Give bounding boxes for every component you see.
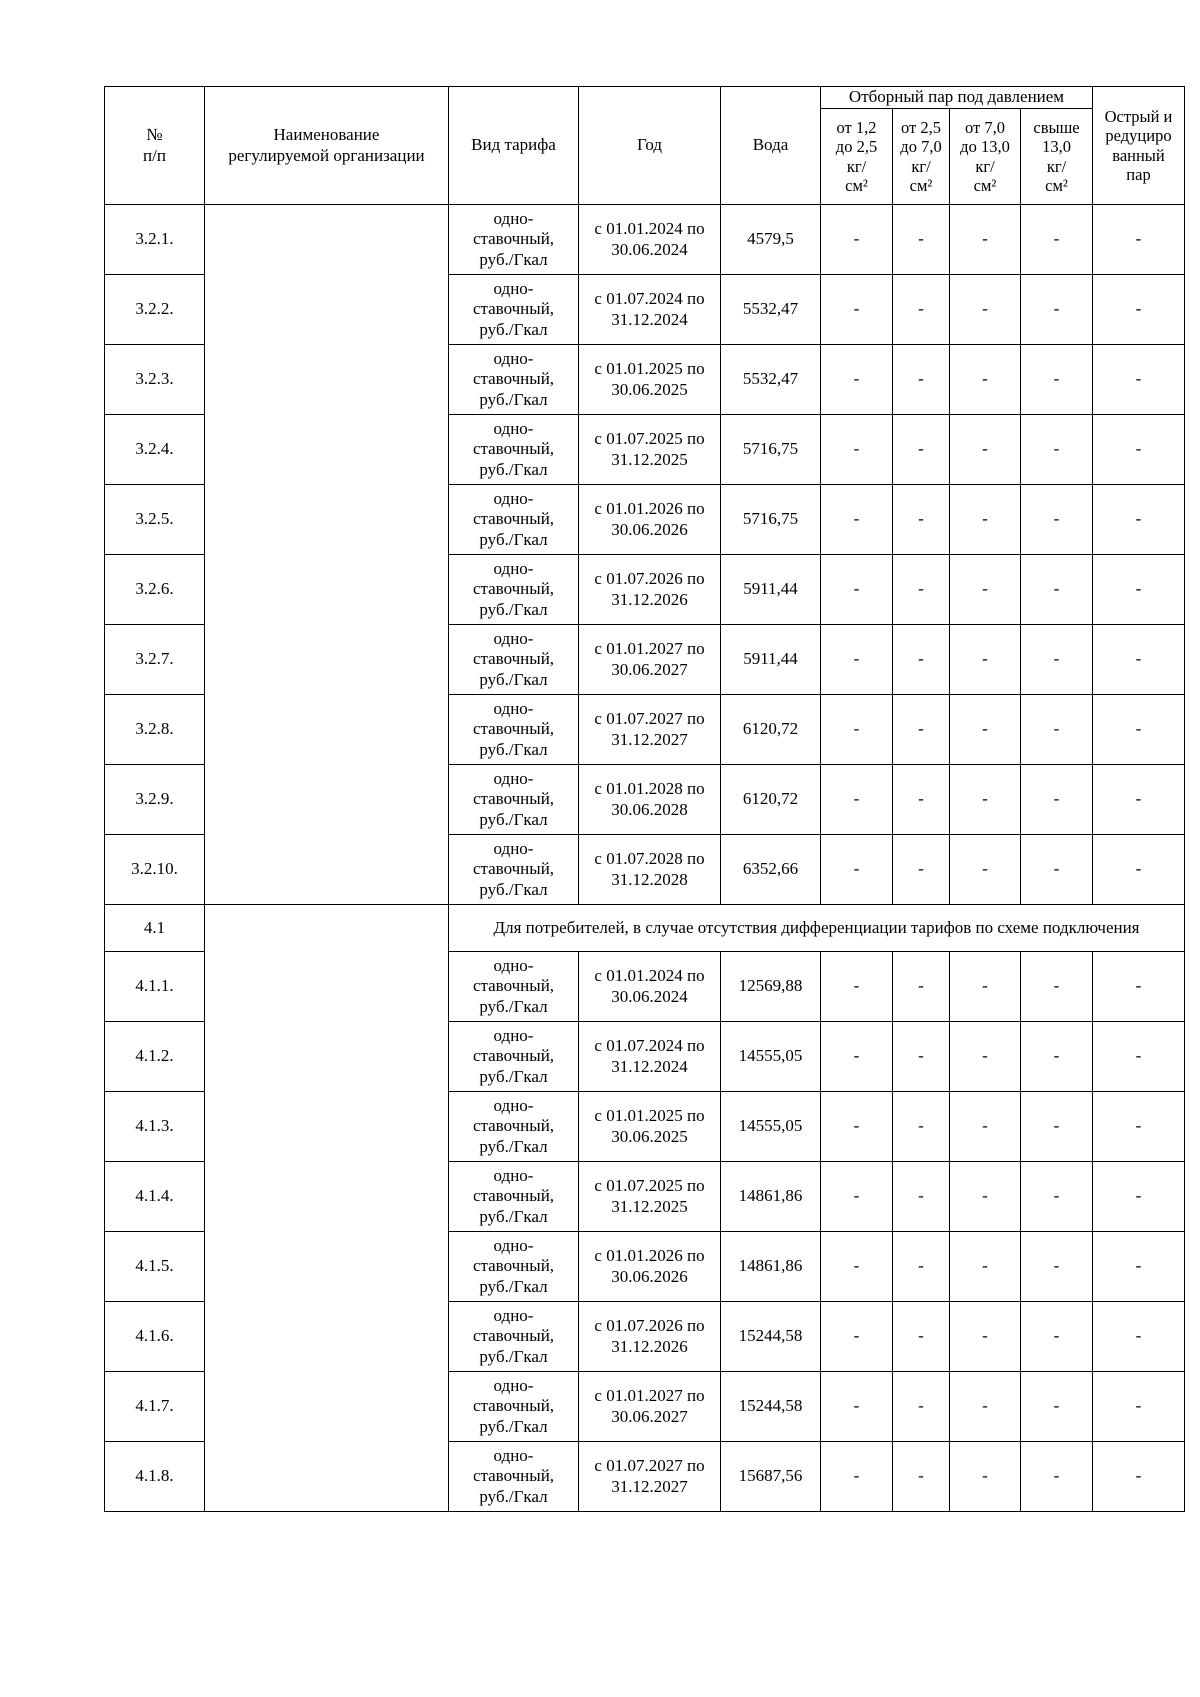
- steam-3-value: -: [950, 1302, 1021, 1372]
- steam-2-value: -: [893, 345, 950, 415]
- header-water: Вода: [721, 87, 821, 205]
- sharp-steam-value: -: [1093, 952, 1185, 1022]
- sharp-steam-value: -: [1093, 415, 1185, 485]
- period: с 01.01.2024 по 30.06.2024: [579, 952, 721, 1022]
- steam-1-value: -: [821, 952, 893, 1022]
- row-num: 4.1.3.: [105, 1092, 205, 1162]
- sharp-steam-value: -: [1093, 625, 1185, 695]
- steam-3-value: -: [950, 1442, 1021, 1512]
- steam-3-value: -: [950, 205, 1021, 275]
- steam-1-value: -: [821, 1372, 893, 1442]
- table-row: [105, 205, 1185, 275]
- period: с 01.07.2026 по 31.12.2026: [579, 555, 721, 625]
- steam-3-value: -: [950, 275, 1021, 345]
- steam-2-value: -: [893, 555, 950, 625]
- sharp-steam-value: -: [1093, 275, 1185, 345]
- steam-2-value: -: [893, 1302, 950, 1372]
- steam-4-value: -: [1021, 205, 1093, 275]
- header-steam-4: свыше 13,0 кг/ см²: [1021, 109, 1093, 205]
- steam-4-value: -: [1021, 275, 1093, 345]
- water-value: 6352,66: [721, 835, 821, 905]
- tariff-table: [104, 86, 1185, 1512]
- water-value: 14555,05: [721, 1092, 821, 1162]
- steam-1-value: -: [821, 1302, 893, 1372]
- tariff-type: одно- ставочный, руб./Гкал: [449, 1372, 579, 1442]
- water-value: 12569,88: [721, 952, 821, 1022]
- tariff-type: одно- ставочный, руб./Гкал: [449, 835, 579, 905]
- period: с 01.01.2027 по 30.06.2027: [579, 1372, 721, 1442]
- row-num: 3.2.7.: [105, 625, 205, 695]
- steam-1-value: -: [821, 555, 893, 625]
- tariff-type: одно- ставочный, руб./Гкал: [449, 205, 579, 275]
- row-num: 4.1.2.: [105, 1022, 205, 1092]
- org-name-cell: [205, 205, 449, 905]
- tariff-type: одно- ставочный, руб./Гкал: [449, 1442, 579, 1512]
- steam-3-value: -: [950, 952, 1021, 1022]
- period: с 01.01.2025 по 30.06.2025: [579, 1092, 721, 1162]
- steam-1-value: -: [821, 1092, 893, 1162]
- steam-1-value: -: [821, 1162, 893, 1232]
- steam-4-value: -: [1021, 345, 1093, 415]
- sharp-steam-value: -: [1093, 1022, 1185, 1092]
- water-value: 6120,72: [721, 695, 821, 765]
- row-num: 4.1.8.: [105, 1442, 205, 1512]
- steam-3-value: -: [950, 555, 1021, 625]
- period: с 01.01.2027 по 30.06.2027: [579, 625, 721, 695]
- sharp-steam-value: -: [1093, 555, 1185, 625]
- steam-1-value: -: [821, 835, 893, 905]
- steam-2-value: -: [893, 275, 950, 345]
- steam-2-value: -: [893, 1372, 950, 1442]
- tariff-type: одно- ставочный, руб./Гкал: [449, 555, 579, 625]
- tariff-type: одно- ставочный, руб./Гкал: [449, 485, 579, 555]
- steam-4-value: -: [1021, 1442, 1093, 1512]
- steam-3-value: -: [950, 345, 1021, 415]
- header-steam-group: Отборный пар под давлением: [821, 87, 1093, 109]
- water-value: 15687,56: [721, 1442, 821, 1512]
- steam-1-value: -: [821, 695, 893, 765]
- header-year: Год: [579, 87, 721, 205]
- row-num: 3.2.9.: [105, 765, 205, 835]
- tariff-type: одно- ставочный, руб./Гкал: [449, 625, 579, 695]
- sharp-steam-value: -: [1093, 765, 1185, 835]
- steam-4-value: -: [1021, 695, 1093, 765]
- steam-3-value: -: [950, 485, 1021, 555]
- steam-3-value: -: [950, 1232, 1021, 1302]
- tariff-type: одно- ставочный, руб./Гкал: [449, 1302, 579, 1372]
- water-value: 5716,75: [721, 415, 821, 485]
- period: с 01.01.2026 по 30.06.2026: [579, 1232, 721, 1302]
- steam-2-value: -: [893, 765, 950, 835]
- steam-1-value: -: [821, 205, 893, 275]
- tariff-type: одно- ставочный, руб./Гкал: [449, 415, 579, 485]
- period: с 01.01.2025 по 30.06.2025: [579, 345, 721, 415]
- header-sharp-steam: Острый и редуциро ванный пар: [1093, 87, 1185, 205]
- water-value: 5532,47: [721, 345, 821, 415]
- period: с 01.07.2024 по 31.12.2024: [579, 275, 721, 345]
- steam-2-value: -: [893, 695, 950, 765]
- tariff-type: одно- ставочный, руб./Гкал: [449, 1162, 579, 1232]
- steam-2-value: -: [893, 1092, 950, 1162]
- section-num: 4.1: [105, 905, 205, 952]
- tariff-type: одно- ставочный, руб./Гкал: [449, 952, 579, 1022]
- steam-1-value: -: [821, 1442, 893, 1512]
- tariff-type: одно- ставочный, руб./Гкал: [449, 345, 579, 415]
- steam-4-value: -: [1021, 1302, 1093, 1372]
- sharp-steam-value: -: [1093, 1162, 1185, 1232]
- steam-2-value: -: [893, 1162, 950, 1232]
- steam-3-value: -: [950, 1162, 1021, 1232]
- header-num: № п/п: [105, 87, 205, 205]
- steam-2-value: -: [893, 1232, 950, 1302]
- water-value: 5911,44: [721, 555, 821, 625]
- tariff-type: одно- ставочный, руб./Гкал: [449, 1092, 579, 1162]
- steam-1-value: -: [821, 485, 893, 555]
- steam-3-value: -: [950, 1092, 1021, 1162]
- steam-3-value: -: [950, 765, 1021, 835]
- steam-4-value: -: [1021, 952, 1093, 1022]
- tariff-type: одно- ставочный, руб./Гкал: [449, 1022, 579, 1092]
- period: с 01.07.2027 по 31.12.2027: [579, 695, 721, 765]
- sharp-steam-value: -: [1093, 345, 1185, 415]
- steam-3-value: -: [950, 415, 1021, 485]
- steam-2-value: -: [893, 1442, 950, 1512]
- steam-1-value: -: [821, 1232, 893, 1302]
- steam-3-value: -: [950, 1372, 1021, 1442]
- water-value: 5532,47: [721, 275, 821, 345]
- steam-2-value: -: [893, 835, 950, 905]
- period: с 01.07.2024 по 31.12.2024: [579, 1022, 721, 1092]
- row-num: 4.1.4.: [105, 1162, 205, 1232]
- water-value: 14861,86: [721, 1162, 821, 1232]
- steam-4-value: -: [1021, 415, 1093, 485]
- steam-4-value: -: [1021, 555, 1093, 625]
- sharp-steam-value: -: [1093, 1092, 1185, 1162]
- water-value: 5716,75: [721, 485, 821, 555]
- steam-3-value: -: [950, 695, 1021, 765]
- steam-4-value: -: [1021, 835, 1093, 905]
- sharp-steam-value: -: [1093, 1372, 1185, 1442]
- sharp-steam-value: -: [1093, 1232, 1185, 1302]
- steam-4-value: -: [1021, 1092, 1093, 1162]
- steam-4-value: -: [1021, 1232, 1093, 1302]
- steam-2-value: -: [893, 952, 950, 1022]
- steam-3-value: -: [950, 1022, 1021, 1092]
- steam-4-value: -: [1021, 485, 1093, 555]
- steam-2-value: -: [893, 1022, 950, 1092]
- tariff-type: одно- ставочный, руб./Гкал: [449, 275, 579, 345]
- row-num: 3.2.10.: [105, 835, 205, 905]
- org-name-cell: [205, 905, 449, 1512]
- sharp-steam-value: -: [1093, 695, 1185, 765]
- steam-2-value: -: [893, 415, 950, 485]
- period: с 01.01.2024 по 30.06.2024: [579, 205, 721, 275]
- steam-3-value: -: [950, 835, 1021, 905]
- header-steam-2: от 2,5 до 7,0 кг/ см²: [893, 109, 950, 205]
- steam-4-value: -: [1021, 1162, 1093, 1232]
- header-steam-1: от 1,2 до 2,5 кг/ см²: [821, 109, 893, 205]
- steam-4-value: -: [1021, 765, 1093, 835]
- steam-3-value: -: [950, 625, 1021, 695]
- water-value: 4579,5: [721, 205, 821, 275]
- steam-1-value: -: [821, 625, 893, 695]
- sharp-steam-value: -: [1093, 485, 1185, 555]
- water-value: 5911,44: [721, 625, 821, 695]
- steam-1-value: -: [821, 1022, 893, 1092]
- header-org-name: Наименование регулируемой организации: [205, 87, 449, 205]
- water-value: 6120,72: [721, 765, 821, 835]
- period: с 01.07.2028 по 31.12.2028: [579, 835, 721, 905]
- row-num: 4.1.5.: [105, 1232, 205, 1302]
- steam-1-value: -: [821, 765, 893, 835]
- period: с 01.01.2026 по 30.06.2026: [579, 485, 721, 555]
- steam-1-value: -: [821, 275, 893, 345]
- tariff-type: одно- ставочный, руб./Гкал: [449, 765, 579, 835]
- row-num: 3.2.8.: [105, 695, 205, 765]
- row-num: 3.2.4.: [105, 415, 205, 485]
- tariff-type: одно- ставочный, руб./Гкал: [449, 1232, 579, 1302]
- water-value: 14555,05: [721, 1022, 821, 1092]
- steam-2-value: -: [893, 625, 950, 695]
- header-steam-3: от 7,0 до 13,0 кг/ см²: [950, 109, 1021, 205]
- sharp-steam-value: -: [1093, 1302, 1185, 1372]
- period: с 01.07.2025 по 31.12.2025: [579, 415, 721, 485]
- section-row: [105, 905, 1185, 952]
- section-title: Для потребителей, в случае отсутствия дифференциации тарифов по схеме подключения: [449, 905, 1185, 952]
- row-num: 3.2.2.: [105, 275, 205, 345]
- header-tariff-type: Вид тарифа: [449, 87, 579, 205]
- steam-2-value: -: [893, 205, 950, 275]
- water-value: 15244,58: [721, 1302, 821, 1372]
- row-num: 3.2.5.: [105, 485, 205, 555]
- row-num: 3.2.3.: [105, 345, 205, 415]
- steam-2-value: -: [893, 485, 950, 555]
- steam-4-value: -: [1021, 1022, 1093, 1092]
- row-num: 3.2.6.: [105, 555, 205, 625]
- sharp-steam-value: -: [1093, 1442, 1185, 1512]
- period: с 01.07.2027 по 31.12.2027: [579, 1442, 721, 1512]
- row-num: 4.1.1.: [105, 952, 205, 1022]
- steam-4-value: -: [1021, 625, 1093, 695]
- tariff-type: одно- ставочный, руб./Гкал: [449, 695, 579, 765]
- steam-1-value: -: [821, 345, 893, 415]
- water-value: 14861,86: [721, 1232, 821, 1302]
- row-num: 3.2.1.: [105, 205, 205, 275]
- period: с 01.07.2025 по 31.12.2025: [579, 1162, 721, 1232]
- water-value: 15244,58: [721, 1372, 821, 1442]
- table-body: [105, 205, 1185, 1512]
- sharp-steam-value: -: [1093, 835, 1185, 905]
- row-num: 4.1.6.: [105, 1302, 205, 1372]
- period: с 01.07.2026 по 31.12.2026: [579, 1302, 721, 1372]
- row-num: 4.1.7.: [105, 1372, 205, 1442]
- period: с 01.01.2028 по 30.06.2028: [579, 765, 721, 835]
- sharp-steam-value: -: [1093, 205, 1185, 275]
- steam-4-value: -: [1021, 1372, 1093, 1442]
- steam-1-value: -: [821, 415, 893, 485]
